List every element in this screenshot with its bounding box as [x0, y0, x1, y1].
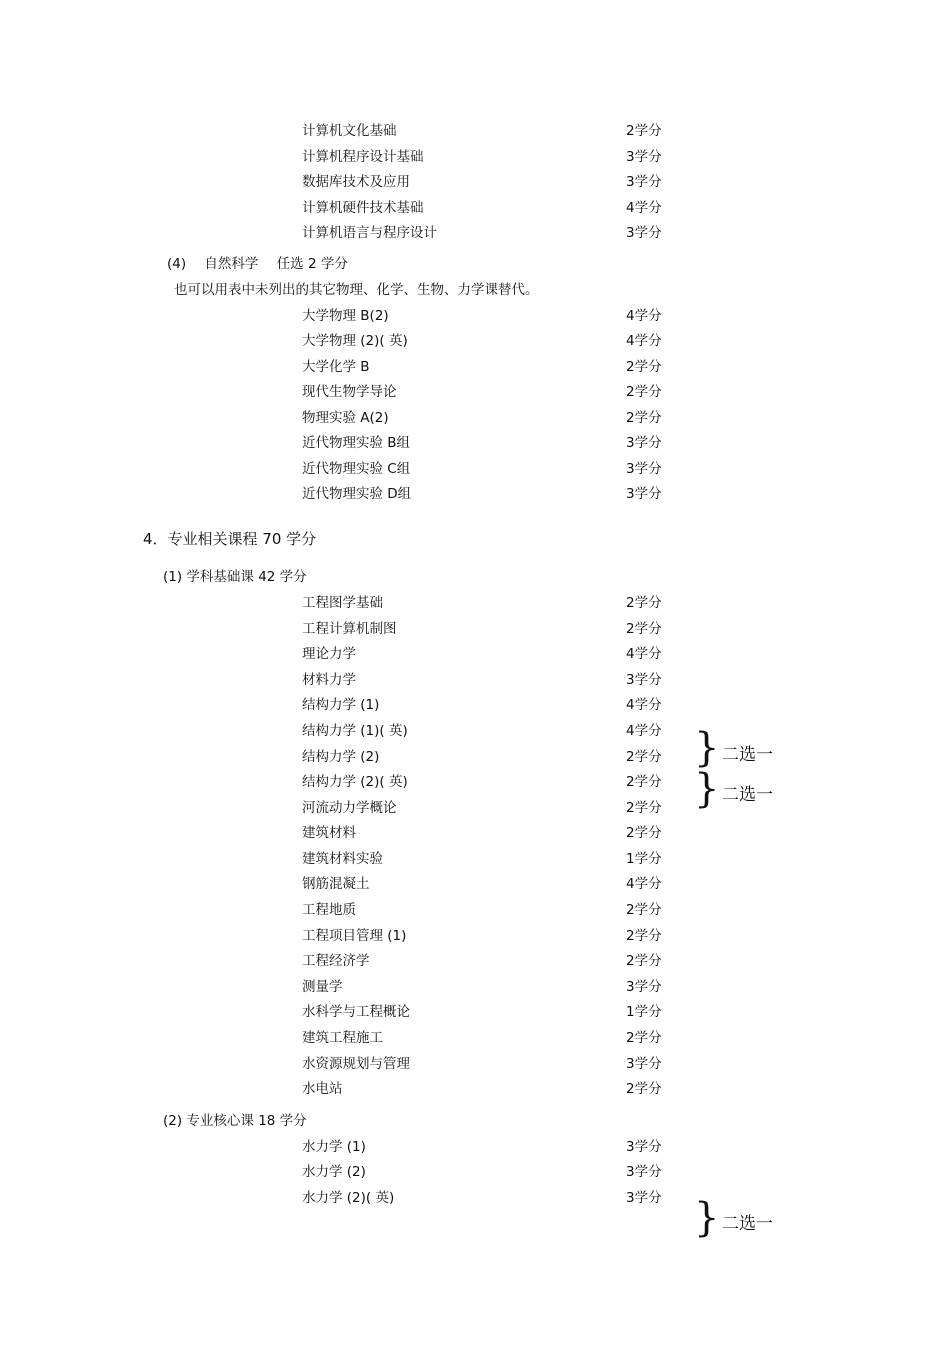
brace-icon: } [694, 766, 720, 812]
list-item [0, 643, 950, 665]
course-name: 物理实验 A(2) [302, 410, 389, 426]
course-credit: 3学分 [626, 1056, 662, 1072]
list-item [0, 407, 950, 429]
course-credit: 2学分 [626, 928, 662, 944]
course-credit: 1学分 [626, 1004, 662, 1020]
list-item [0, 120, 950, 142]
course-credit: 3学分 [626, 225, 662, 241]
list-item [0, 458, 950, 480]
list-item [0, 330, 950, 352]
course-name: 河流动力学概论 [302, 800, 397, 816]
natural-science-header [167, 253, 348, 275]
list-item [0, 222, 950, 244]
course-credit: 2学分 [626, 825, 662, 841]
course-credit: 2学分 [626, 749, 662, 765]
core-courses-header: (2) 专业核心课 18 学分 [163, 1113, 307, 1129]
course-name: 建筑工程施工 [302, 1030, 383, 1046]
course-credit: 3学分 [626, 979, 662, 995]
list-item [0, 669, 950, 691]
choose-one-label: 二选一 [722, 1214, 773, 1234]
list-item [0, 618, 950, 640]
course-name: 近代物理实验 C组 [302, 461, 411, 477]
list-item [0, 171, 950, 193]
course-credit: 2学分 [626, 1030, 662, 1046]
list-item [0, 146, 950, 168]
list-item [0, 746, 950, 768]
course-name: 建筑材料实验 [302, 851, 383, 867]
course-name: 大学化学 B [302, 359, 370, 375]
course-name: 水电站 [302, 1081, 343, 1097]
course-credit: 3学分 [626, 435, 662, 451]
course-name: 数据库技术及应用 [302, 174, 410, 190]
brace-icon: } [694, 725, 720, 771]
list-item [0, 848, 950, 870]
course-credit: 4学分 [626, 200, 662, 216]
course-credit: 2学分 [626, 953, 662, 969]
course-credit: 4学分 [626, 308, 662, 324]
course-credit: 2学分 [626, 902, 662, 918]
course-name: 水力学 (1) [302, 1139, 366, 1155]
course-name: 水资源规划与管理 [302, 1056, 410, 1072]
course-credit: 4学分 [626, 646, 662, 662]
course-credit: 2学分 [626, 595, 662, 611]
list-item [0, 771, 950, 793]
course-credit: 2学分 [626, 123, 662, 139]
basic-courses-header: (1) 学科基础课 42 学分 [163, 569, 307, 585]
course-name: 计算机程序设计基础 [302, 149, 424, 165]
course-name: 建筑材料 [302, 825, 356, 841]
course-name: 结构力学 (1) [302, 697, 380, 713]
course-name: 计算机硬件技术基础 [302, 200, 424, 216]
course-name: 计算机语言与程序设计 [302, 225, 437, 241]
list-item [0, 899, 950, 921]
course-name: 工程图学基础 [302, 595, 383, 611]
course-name: 水力学 (2)( 英) [302, 1190, 395, 1206]
course-credit: 3学分 [626, 174, 662, 190]
list-item [0, 1187, 950, 1209]
list-item [0, 822, 950, 844]
course-name: 工程经济学 [302, 953, 370, 969]
course-name: 工程计算机制图 [302, 621, 397, 637]
course-name: 材料力学 [302, 672, 356, 688]
course-credit: 3学分 [626, 1164, 662, 1180]
list-item [0, 305, 950, 327]
list-item [0, 976, 950, 998]
course-credit: 2学分 [626, 774, 662, 790]
course-name: 测量学 [302, 979, 343, 995]
course-credit: 2学分 [626, 1081, 662, 1097]
list-item [0, 432, 950, 454]
course-credit: 3学分 [626, 486, 662, 502]
course-credit: 4学分 [626, 876, 662, 892]
course-name: 近代物理实验 B组 [302, 435, 411, 451]
course-name: 水科学与工程概论 [302, 1004, 410, 1020]
section-number: (4) [167, 256, 187, 272]
list-item [0, 873, 950, 895]
course-name: 大学物理 B(2) [302, 308, 389, 324]
list-item [0, 694, 950, 716]
course-credit: 4学分 [626, 697, 662, 713]
list-item [0, 1161, 950, 1183]
list-item [0, 950, 950, 972]
list-item [0, 1001, 950, 1023]
course-credit: 2学分 [626, 384, 662, 400]
section-4-title: 4．专业相关课程 70 学分 [143, 530, 317, 548]
brace-icon: } [694, 1195, 720, 1241]
course-credit: 2学分 [626, 621, 662, 637]
course-name: 大学物理 (2)( 英) [302, 333, 408, 349]
section-rule: 任选 2 学分 [276, 256, 348, 272]
choose-one-label: 二选一 [722, 745, 773, 765]
section-title: 自然科学 [204, 256, 259, 272]
course-name: 结构力学 (1)( 英) [302, 723, 408, 739]
list-item [0, 197, 950, 219]
list-item [0, 1053, 950, 1075]
list-item [0, 483, 950, 505]
course-credit: 3学分 [626, 672, 662, 688]
list-item [0, 381, 950, 403]
course-name: 现代生物学导论 [302, 384, 397, 400]
list-item [0, 797, 950, 819]
list-item [0, 1136, 950, 1158]
natural-science-note: 也可以用表中未列出的其它物理、化学、生物、力学课替代。 [174, 282, 539, 298]
course-credit: 4学分 [626, 333, 662, 349]
course-name: 理论力学 [302, 646, 356, 662]
list-item [0, 1027, 950, 1049]
course-name: 结构力学 (2) [302, 749, 380, 765]
course-name: 计算机文化基础 [302, 123, 397, 139]
course-name: 工程地质 [302, 902, 356, 918]
course-credit: 1学分 [626, 851, 662, 867]
course-name: 钢筋混凝土 [302, 876, 370, 892]
choose-one-label: 二选一 [722, 785, 773, 805]
list-item [0, 1078, 950, 1100]
course-credit: 3学分 [626, 1190, 662, 1206]
course-credit: 4学分 [626, 723, 662, 739]
course-credit: 2学分 [626, 410, 662, 426]
list-item [0, 720, 950, 742]
list-item [0, 925, 950, 947]
course-credit: 3学分 [626, 149, 662, 165]
course-credit: 2学分 [626, 800, 662, 816]
list-item [0, 592, 950, 614]
course-credit: 3学分 [626, 1139, 662, 1155]
course-name: 近代物理实验 D组 [302, 486, 412, 502]
course-credit: 2学分 [626, 359, 662, 375]
course-name: 工程项目管理 (1) [302, 928, 407, 944]
course-name: 水力学 (2) [302, 1164, 366, 1180]
list-item [0, 356, 950, 378]
course-credit: 3学分 [626, 461, 662, 477]
course-name: 结构力学 (2)( 英) [302, 774, 408, 790]
